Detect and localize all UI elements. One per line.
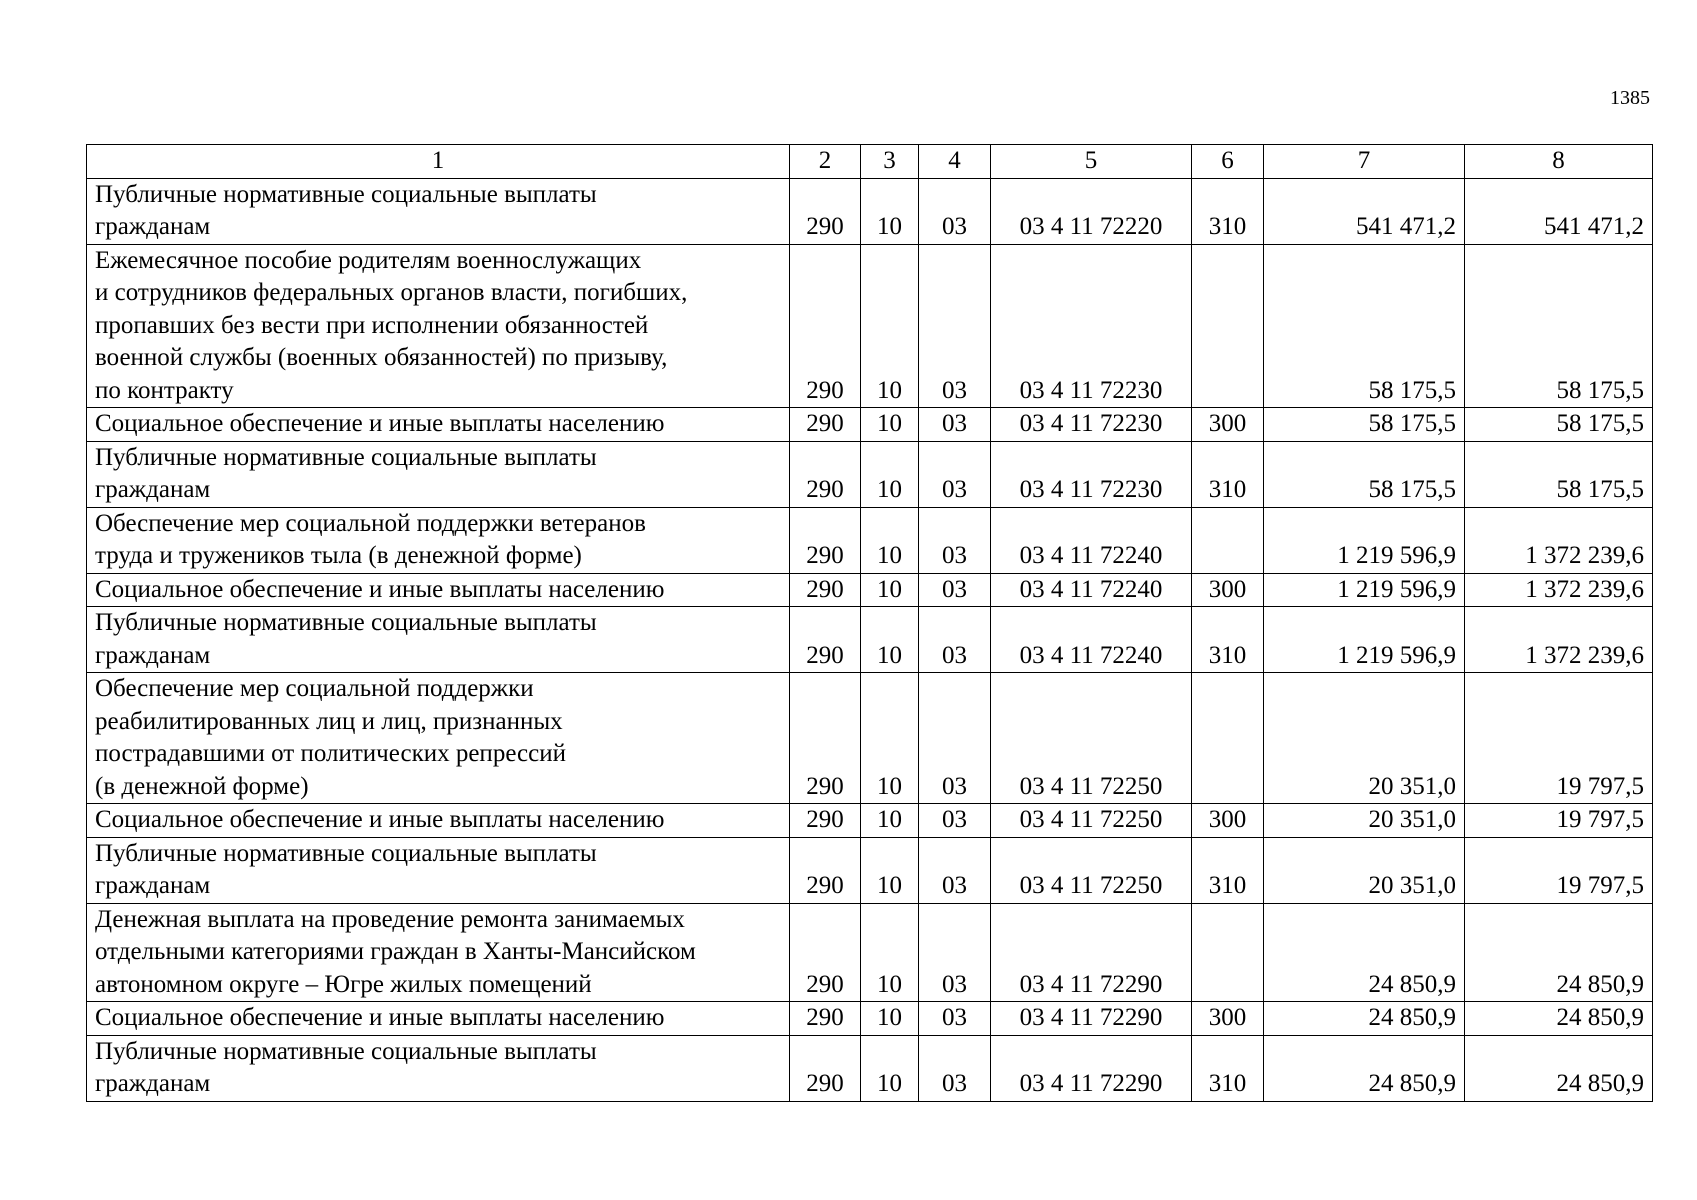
- row-name: [87, 903, 790, 1002]
- code-chapter: 10: [861, 837, 919, 903]
- row-name-line: Публичные нормативные социальные выплаты: [95, 839, 597, 867]
- row-name: [87, 837, 790, 903]
- code-target-article: 03 4 11 72220: [991, 178, 1192, 244]
- code-chapter: 10: [861, 607, 919, 673]
- table-row: [87, 178, 1653, 244]
- code-expense-type: [1192, 673, 1264, 804]
- row-name-line: реабилитированных лиц и лиц, признанных: [95, 707, 563, 735]
- code-section: 290: [790, 441, 861, 507]
- code-expense-type: 310: [1192, 607, 1264, 673]
- code-expense-type: 300: [1192, 573, 1264, 607]
- row-name: [87, 441, 790, 507]
- table-row: [87, 244, 1653, 408]
- row-name-line: отдельными категориями граждан в Ханты-Мансийском: [95, 938, 696, 965]
- code-subsection: 03: [919, 507, 991, 573]
- header-row: [87, 145, 1653, 179]
- code-subsection: 03: [919, 573, 991, 607]
- row-name: [87, 1035, 790, 1101]
- code-chapter: 10: [861, 1002, 919, 1036]
- code-subsection: 03: [919, 441, 991, 507]
- row-name-line: военной службы (военных обязанностей) по призыву,: [95, 344, 668, 371]
- row-name-line: по контракту: [95, 376, 234, 404]
- code-chapter: 10: [861, 573, 919, 607]
- table-row: [87, 408, 1653, 442]
- amount-year-1: 24 850,9: [1264, 1002, 1465, 1036]
- amount-year-2: 24 850,9: [1465, 903, 1653, 1002]
- row-name-line: гражданам: [95, 213, 211, 240]
- amount-year-1: 1 219 596,9: [1264, 507, 1465, 573]
- code-subsection: 03: [919, 244, 991, 408]
- row-name-line: Обеспечение мер социальной поддержки ветеранов: [95, 509, 646, 537]
- code-subsection: 03: [919, 837, 991, 903]
- row-name: [87, 408, 790, 442]
- row-name-line: гражданам: [95, 641, 211, 669]
- code-expense-type: [1192, 507, 1264, 573]
- code-target-article: 03 4 11 72230: [991, 408, 1192, 442]
- amount-year-1: 20 351,0: [1264, 804, 1465, 838]
- table-row: [87, 507, 1653, 573]
- row-name-line: Публичные нормативные социальные выплаты: [95, 609, 597, 636]
- row-name-line: Публичные нормативные социальные выплаты: [95, 180, 597, 208]
- row-name-line: труда и тружеников тыла (в денежной форме): [95, 542, 582, 569]
- code-expense-type: 310: [1192, 837, 1264, 903]
- amount-year-2: 541 471,2: [1465, 178, 1653, 244]
- code-subsection: 03: [919, 804, 991, 838]
- table-row: [87, 804, 1653, 838]
- table-row: [87, 573, 1653, 607]
- column-header: 1: [87, 145, 790, 179]
- budget-table: [86, 144, 1653, 1102]
- amount-year-2: 58 175,5: [1465, 244, 1653, 408]
- column-header: 5: [991, 145, 1192, 179]
- code-subsection: 03: [919, 178, 991, 244]
- amount-year-2: 24 850,9: [1465, 1002, 1653, 1036]
- column-header: 4: [919, 145, 991, 179]
- code-subsection: 03: [919, 1002, 991, 1036]
- row-name-line: (в денежной форме): [95, 772, 309, 800]
- row-name: [87, 1002, 790, 1036]
- code-target-article: 03 4 11 72290: [991, 1002, 1192, 1036]
- code-section: 290: [790, 507, 861, 573]
- row-name-line: гражданам: [95, 476, 211, 503]
- row-name-line: автономном округе – Югре жилых помещений: [95, 970, 592, 998]
- table-row: [87, 607, 1653, 673]
- amount-year-2: 1 372 239,6: [1465, 607, 1653, 673]
- code-chapter: 10: [861, 673, 919, 804]
- table-row: [87, 1035, 1653, 1101]
- code-chapter: 10: [861, 1035, 919, 1101]
- row-name-line: Публичные нормативные социальные выплаты: [95, 1037, 597, 1065]
- column-header: 8: [1465, 145, 1653, 179]
- amount-year-2: 19 797,5: [1465, 804, 1653, 838]
- table-row: [87, 673, 1653, 804]
- code-expense-type: 300: [1192, 1002, 1264, 1036]
- amount-year-1: 58 175,5: [1264, 408, 1465, 442]
- row-name-line: Социальное обеспечение и иные выплаты населению: [95, 410, 665, 437]
- amount-year-2: 24 850,9: [1465, 1035, 1653, 1101]
- code-expense-type: 300: [1192, 408, 1264, 442]
- row-name-line: и сотрудников федеральных органов власти, погибших,: [95, 279, 688, 306]
- code-subsection: 03: [919, 903, 991, 1002]
- code-section: 290: [790, 673, 861, 804]
- amount-year-1: 20 351,0: [1264, 837, 1465, 903]
- code-chapter: 10: [861, 244, 919, 408]
- code-section: 290: [790, 573, 861, 607]
- row-name-line: пропавших без вести при исполнении обязанностей: [95, 311, 649, 339]
- row-name: [87, 178, 790, 244]
- amount-year-1: 24 850,9: [1264, 903, 1465, 1002]
- row-name: [87, 507, 790, 573]
- row-name-line: пострадавшими от политических репрессий: [95, 740, 566, 767]
- row-name: [87, 244, 790, 408]
- code-expense-type: 310: [1192, 1035, 1264, 1101]
- amount-year-2: 58 175,5: [1465, 441, 1653, 507]
- amount-year-2: 19 797,5: [1465, 673, 1653, 804]
- table-row: [87, 441, 1653, 507]
- code-target-article: 03 4 11 72250: [991, 673, 1192, 804]
- code-section: 290: [790, 837, 861, 903]
- code-target-article: 03 4 11 72240: [991, 573, 1192, 607]
- code-section: 290: [790, 903, 861, 1002]
- amount-year-1: 541 471,2: [1264, 178, 1465, 244]
- amount-year-1: 1 219 596,9: [1264, 573, 1465, 607]
- row-name: [87, 673, 790, 804]
- code-expense-type: [1192, 903, 1264, 1002]
- code-target-article: 03 4 11 72230: [991, 441, 1192, 507]
- code-chapter: 10: [861, 408, 919, 442]
- code-expense-type: [1192, 244, 1264, 408]
- code-section: 290: [790, 408, 861, 442]
- code-section: 290: [790, 178, 861, 244]
- amount-year-2: 1 372 239,6: [1465, 507, 1653, 573]
- amount-year-1: 58 175,5: [1264, 441, 1465, 507]
- column-header: 7: [1264, 145, 1465, 179]
- page-number: 1385: [1610, 87, 1650, 109]
- code-target-article: 03 4 11 72250: [991, 837, 1192, 903]
- code-subsection: 03: [919, 607, 991, 673]
- column-header: 3: [861, 145, 919, 179]
- code-chapter: 10: [861, 178, 919, 244]
- code-subsection: 03: [919, 408, 991, 442]
- code-chapter: 10: [861, 441, 919, 507]
- table-row: [87, 837, 1653, 903]
- row-name-line: гражданам: [95, 1070, 211, 1097]
- amount-year-1: 20 351,0: [1264, 673, 1465, 804]
- row-name-line: Ежемесячное пособие родителям военнослужащих: [95, 246, 642, 274]
- column-header: 2: [790, 145, 861, 179]
- row-name-line: Социальное обеспечение и иные выплаты населению: [95, 806, 665, 833]
- row-name-line: Денежная выплата на проведение ремонта занимаемых: [95, 905, 685, 933]
- amount-year-2: 58 175,5: [1465, 408, 1653, 442]
- code-section: 290: [790, 244, 861, 408]
- code-chapter: 10: [861, 804, 919, 838]
- code-expense-type: 310: [1192, 441, 1264, 507]
- code-expense-type: 300: [1192, 804, 1264, 838]
- code-target-article: 03 4 11 72240: [991, 607, 1192, 673]
- amount-year-1: 58 175,5: [1264, 244, 1465, 408]
- code-target-article: 03 4 11 72250: [991, 804, 1192, 838]
- row-name-line: Обеспечение мер социальной поддержки: [95, 675, 534, 702]
- amount-year-2: 1 372 239,6: [1465, 573, 1653, 607]
- code-chapter: 10: [861, 507, 919, 573]
- amount-year-1: 24 850,9: [1264, 1035, 1465, 1101]
- row-name-line: гражданам: [95, 872, 211, 899]
- amount-year-2: 19 797,5: [1465, 837, 1653, 903]
- amount-year-1: 1 219 596,9: [1264, 607, 1465, 673]
- code-target-article: 03 4 11 72290: [991, 903, 1192, 1002]
- row-name-line: Социальное обеспечение и иные выплаты населению: [95, 1004, 665, 1031]
- table-row: [87, 1002, 1653, 1036]
- code-section: 290: [790, 1002, 861, 1036]
- code-expense-type: 310: [1192, 178, 1264, 244]
- table-body: [87, 178, 1653, 1101]
- row-name: [87, 573, 790, 607]
- code-section: 290: [790, 607, 861, 673]
- code-section: 290: [790, 804, 861, 838]
- row-name-line: Публичные нормативные социальные выплаты: [95, 443, 597, 471]
- code-target-article: 03 4 11 72240: [991, 507, 1192, 573]
- row-name: [87, 804, 790, 838]
- row-name-line: Социальное обеспечение и иные выплаты населению: [95, 575, 665, 603]
- code-section: 290: [790, 1035, 861, 1101]
- row-name: [87, 607, 790, 673]
- table-row: [87, 903, 1653, 1002]
- code-subsection: 03: [919, 673, 991, 804]
- code-chapter: 10: [861, 903, 919, 1002]
- code-target-article: 03 4 11 72290: [991, 1035, 1192, 1101]
- code-subsection: 03: [919, 1035, 991, 1101]
- column-header: 6: [1192, 145, 1264, 179]
- code-target-article: 03 4 11 72230: [991, 244, 1192, 408]
